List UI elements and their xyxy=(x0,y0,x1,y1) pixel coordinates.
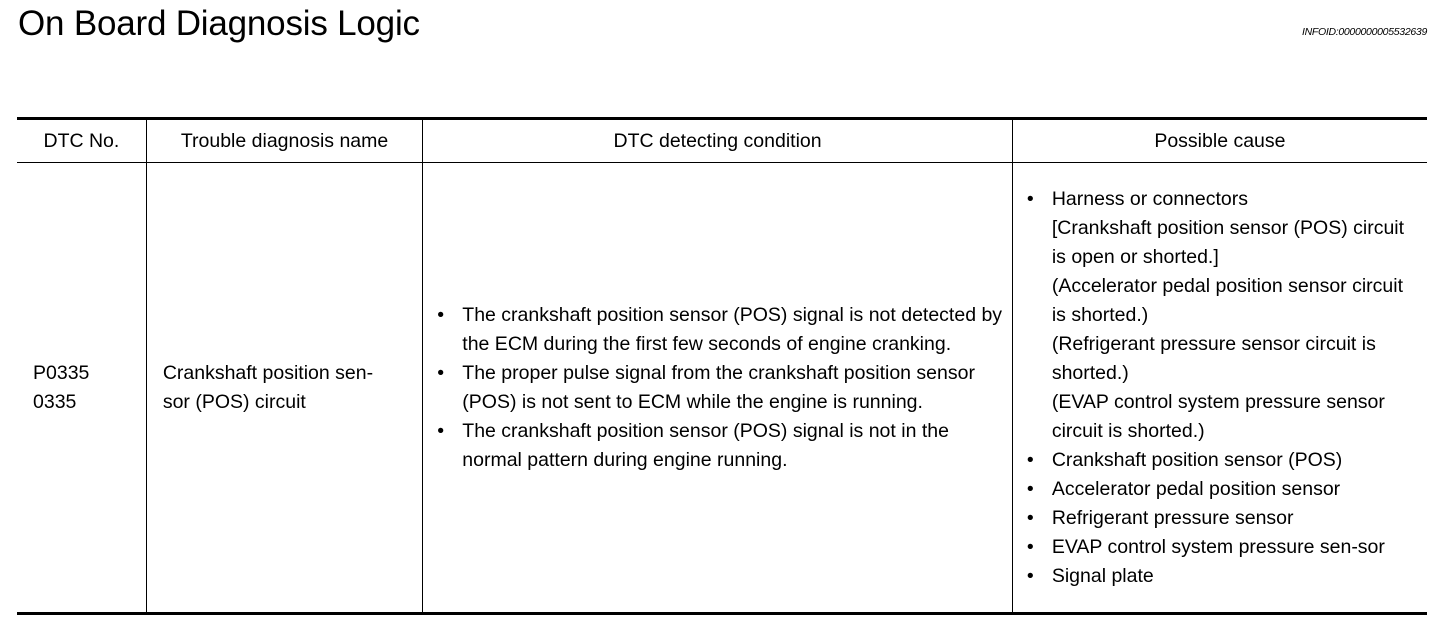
header-condition: DTC detecting condition xyxy=(423,119,1013,163)
cause-list xyxy=(1027,185,1421,591)
dtc-table xyxy=(17,117,1427,615)
dtc-code-0335: 0335 xyxy=(33,390,77,413)
dtc-code-p0335: P0335 xyxy=(33,361,90,384)
cell-condition xyxy=(423,163,1013,614)
header-trouble-name: Trouble diagnosis name xyxy=(146,119,422,163)
cell-dtc-no xyxy=(17,163,146,614)
header-dtc-no: DTC No. xyxy=(17,119,146,163)
cause-item: • Refrigerant pressure sensor xyxy=(1027,504,1421,533)
condition-item: • The proper pulse signal from the crankshaft position sensor (POS) is not sent to ECM while the engine is running. xyxy=(437,359,1006,417)
page-title: On Board Diagnosis Logic xyxy=(18,4,420,43)
table-row xyxy=(17,163,1427,614)
cause-item-harness xyxy=(1027,185,1421,446)
condition-list xyxy=(437,301,1006,475)
condition-item: • The crankshaft position sensor (POS) signal is not detected by the ECM during the first few seconds of engine cranking. xyxy=(437,301,1006,359)
cause-harness-detail: (Refrigerant pressure sensor circuit is shorted.) xyxy=(1051,332,1376,384)
trouble-name-line-1: Crankshaft position sen- xyxy=(162,361,374,384)
cause-item: • Accelerator pedal position sensor xyxy=(1027,475,1421,504)
cause-harness-detail: [Crankshaft position sensor (POS) circuit is open or shorted.] xyxy=(1051,216,1405,268)
table-header-row xyxy=(17,119,1427,163)
cause-harness-detail: (EVAP control system pressure sensor circuit is shorted.) xyxy=(1051,390,1385,442)
cause-item: • Signal plate xyxy=(1027,562,1421,591)
condition-item: • The crankshaft position sensor (POS) signal is not in the normal pattern during engine running. xyxy=(437,417,1006,475)
cause-item: • Crankshaft position sensor (POS) xyxy=(1027,446,1421,475)
trouble-name-line-2: sor (POS) circuit xyxy=(162,390,306,413)
cause-harness-detail: (Accelerator pedal position sensor circuit is shorted.) xyxy=(1051,274,1403,326)
cell-trouble-name xyxy=(146,163,422,614)
cell-cause xyxy=(1012,163,1427,614)
info-id: INFOID:0000000005532639 xyxy=(1301,26,1427,38)
cause-harness-label: • Harness or connectors xyxy=(1051,187,1248,210)
header-cause: Possible cause xyxy=(1012,119,1427,163)
cause-item: • EVAP control system pressure sen-sor xyxy=(1027,533,1421,562)
